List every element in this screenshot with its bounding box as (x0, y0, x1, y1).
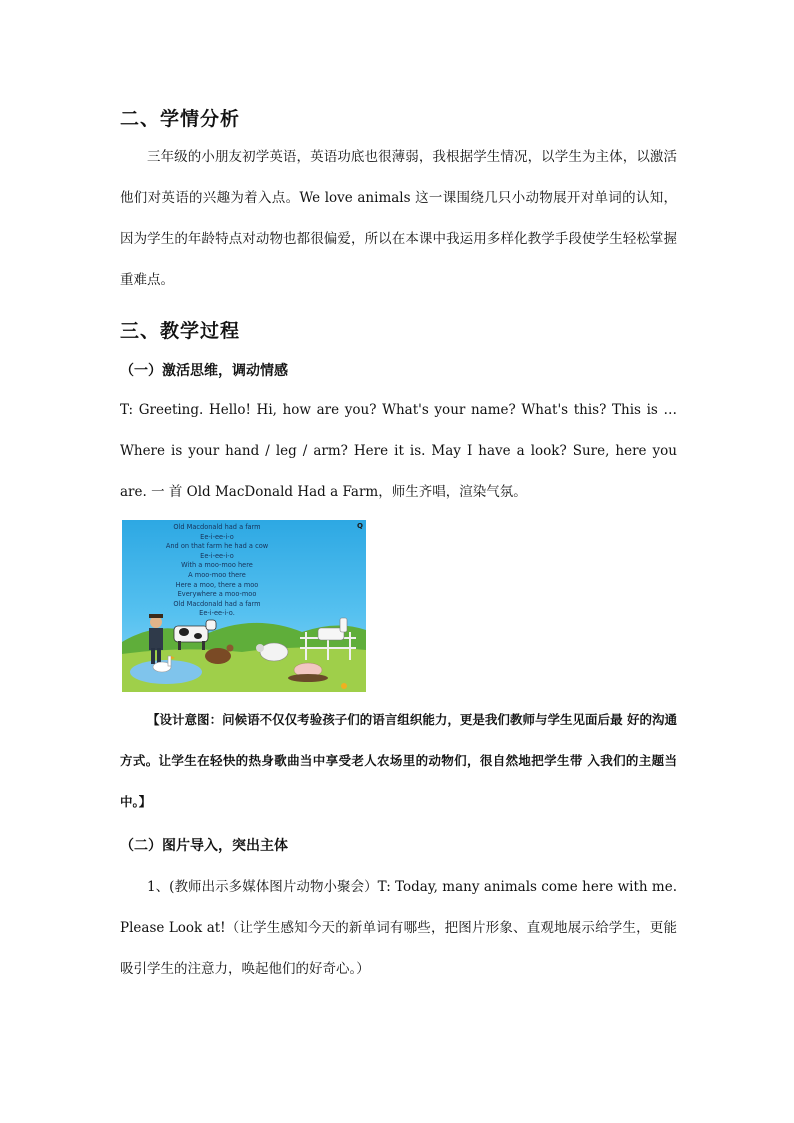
step1-title: （一）激活思维，调动情感 (120, 363, 288, 379)
lyric-line: And on that farm he had a cow (165, 542, 269, 551)
lyric-line: Old Macdonald had a farm (173, 523, 261, 531)
flower-shape (341, 683, 347, 689)
step2-title: （二）图片导入，突出主体 (120, 838, 288, 854)
lyric-line: Ee-i-ee-i-o (200, 532, 234, 541)
lyric-line: Everywhere a moo-moo (177, 590, 257, 599)
farm-song-image (122, 520, 366, 692)
horse-figure (318, 618, 347, 640)
step1-greeting-paragraph: T: Greeting. Hello! Hi, how are you? What's your name? What's this? This is … Where is your hand / leg / arm? Here it is. May I have a look? Sure, here you are. 一 首 Old MacDonald Had a Farm，师生齐唱，渲染气氛。 (120, 402, 677, 500)
lyric-line: Old Macdonald had a farm (173, 599, 261, 608)
song-lyrics (122, 523, 312, 619)
section-heading-teaching-process: 三、教学过程 (120, 320, 241, 342)
lyric-line: Ee-i-ee-i-o. (199, 609, 235, 618)
learner-analysis-paragraph: 三年级的小朋友初学英语，英语功底也很薄弱，我根据学生情况，以学生为主体，以激活他们对英语的兴趣为着入点。We love animals 这一课围绕几只小动物展开对单词的认知，因为学生的年龄特点对动物也都很偏爱，所以在本课中我运用多样化教学手段使学生轻松掌握重难点。 (120, 149, 677, 288)
lyric-line: A moo-moo there (188, 570, 246, 579)
lyric-line: Ee-i-ee-i-o (200, 551, 234, 560)
lyric-line: Here a moo, there a moo (175, 580, 259, 589)
corner-q-icon: Q (357, 522, 363, 530)
section-heading-learner-analysis: 二、学情分析 (120, 108, 241, 130)
lyric-line: With a moo-moo here (181, 561, 253, 570)
step2-picture-paragraph: 1、(教师出示多媒体图片动物小聚会）T: Today, many animals come here with me. Please Look at!（让学生感知今天的新单词有哪些，把图片形象、直观地展示给学生，更能吸引学生的注意力，唤起他们的好奇心。） (120, 879, 677, 977)
design-intent-note: 【设计意图：问候语不仅仅考验孩子们的语言组织能力，更是我们教师与学生见面后最 好的沟通方式。让学生在轻快的热身歌曲当中享受老人农场里的动物们，很自然地把学生带 入我们的主题当中。】 (120, 712, 677, 809)
